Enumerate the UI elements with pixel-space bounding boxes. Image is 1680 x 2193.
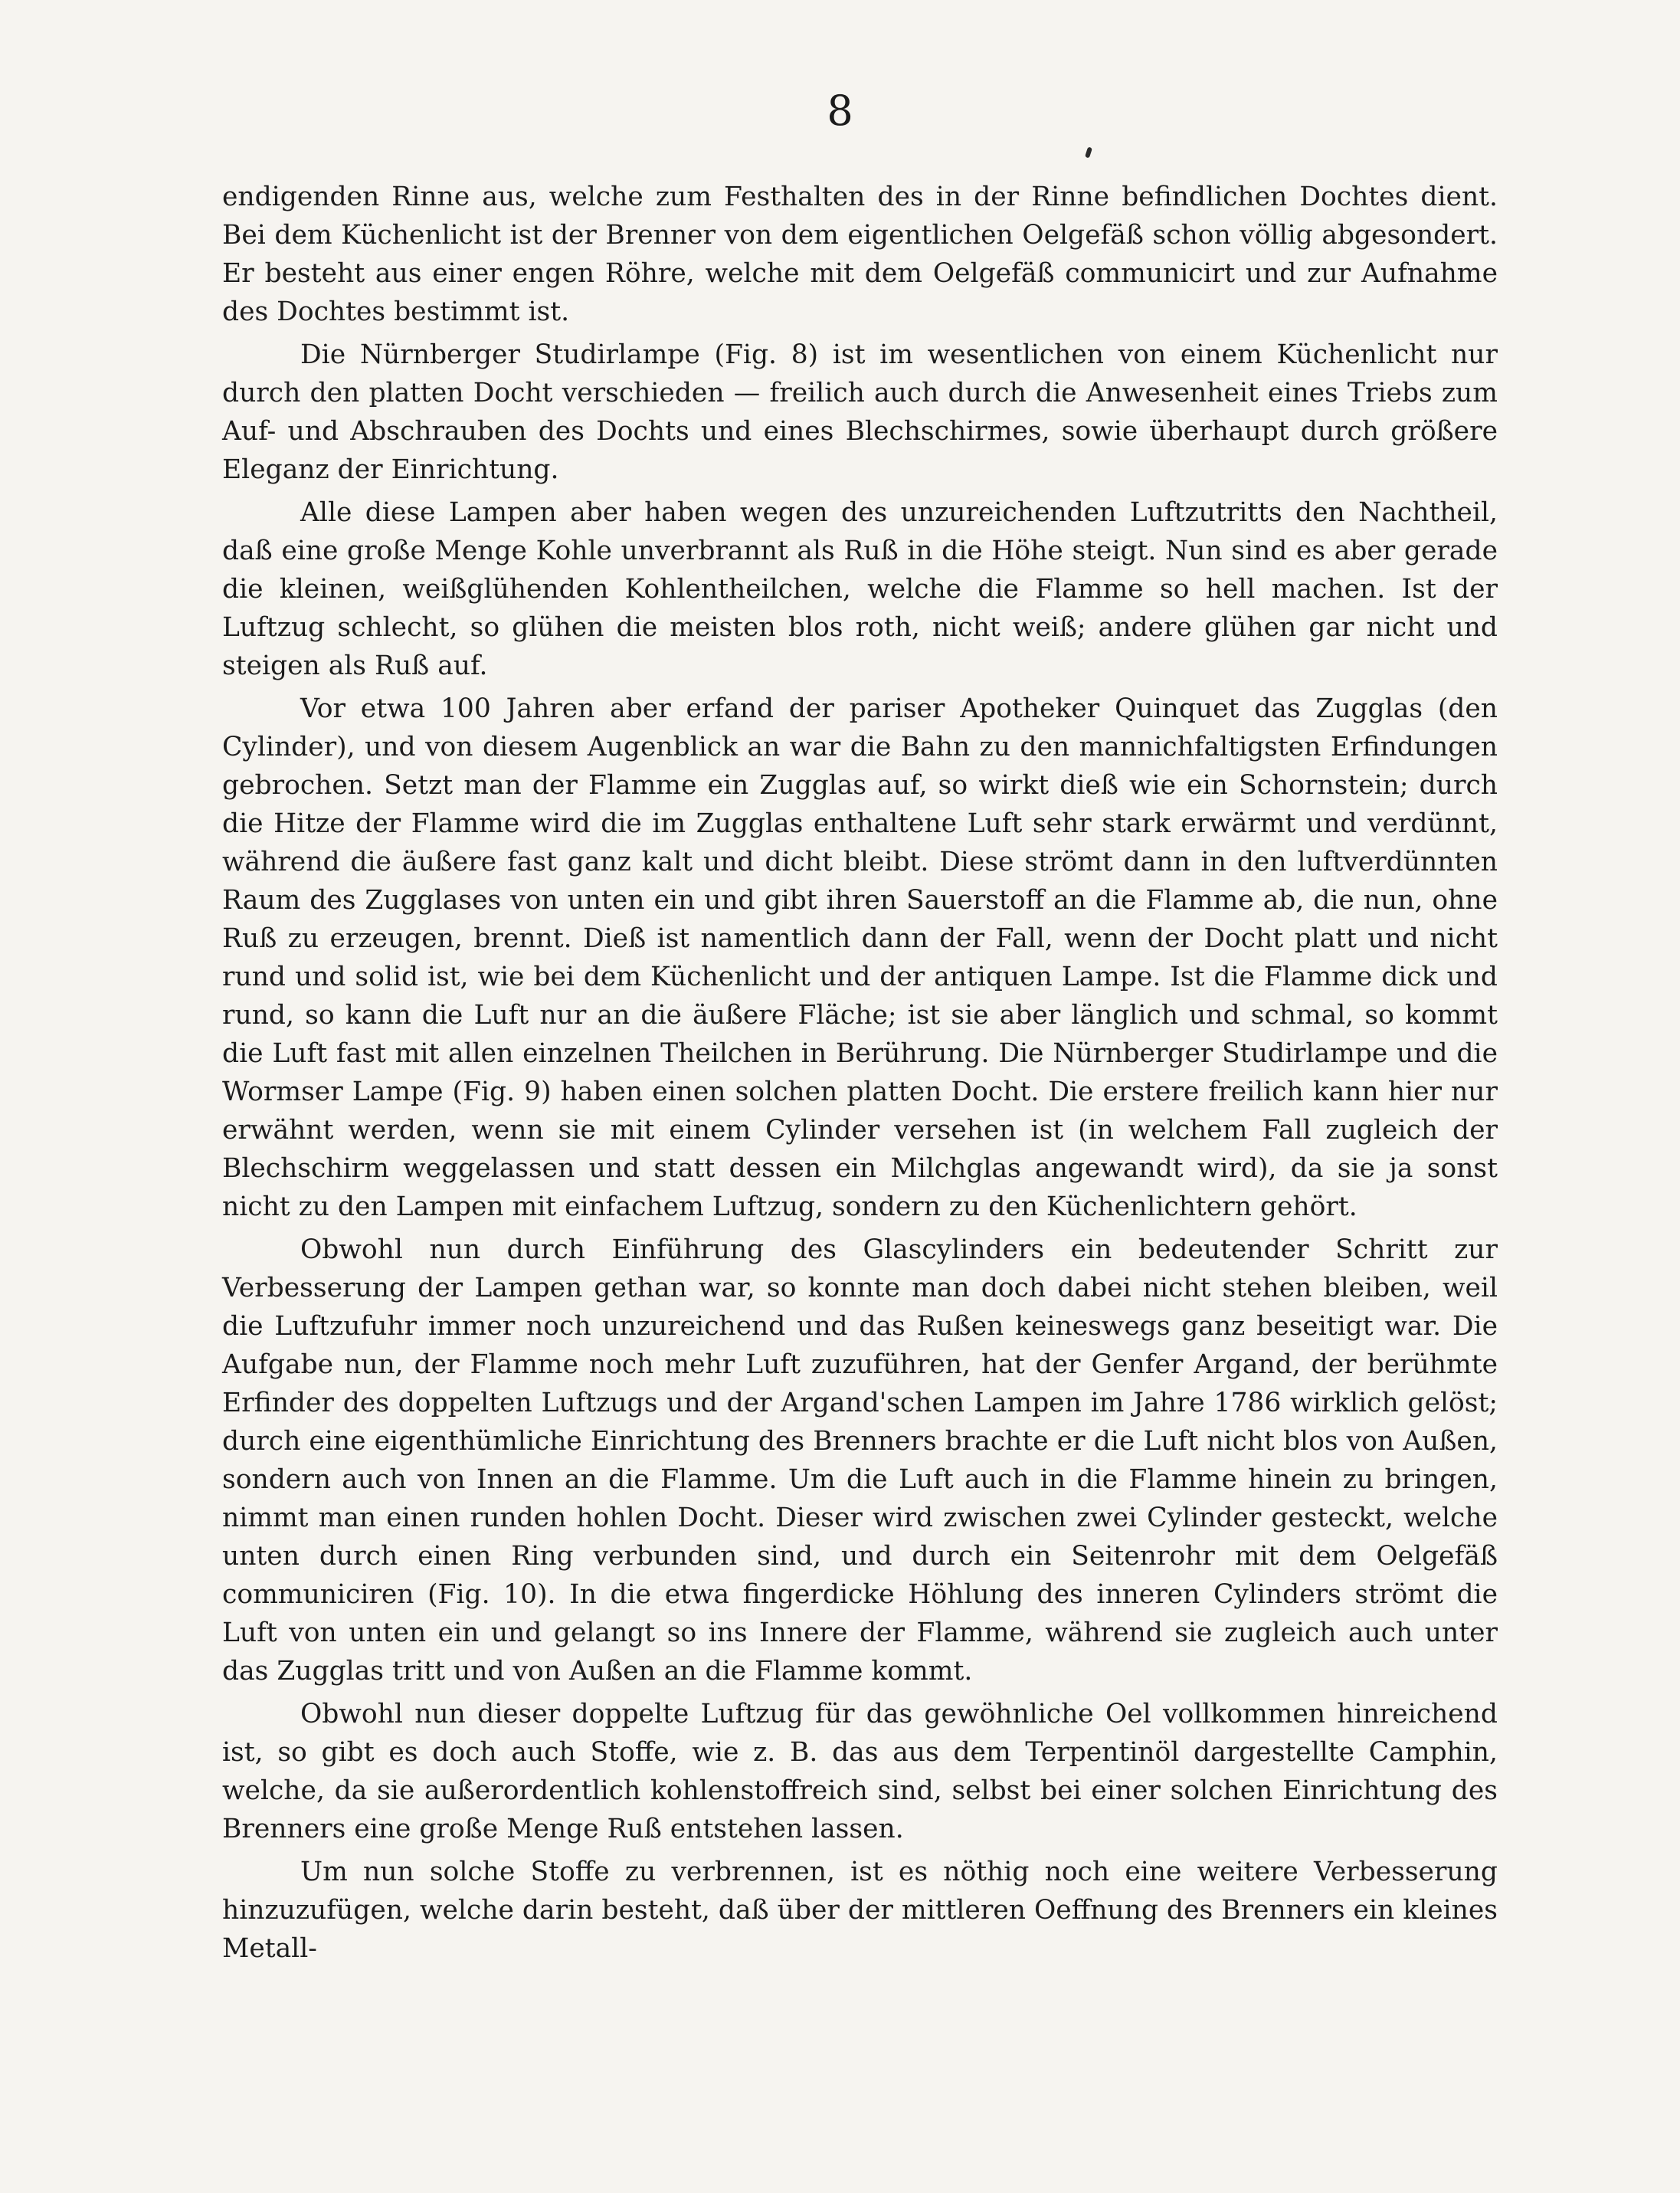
paragraph-zugglas: Vor etwa 100 Jahren aber erfand der pariser Apotheker Quinquet das Zugglas (den Cylinder), und von diesem Augenblick an war die Bahn zu den mannichfaltigsten Erfindungen gebrochen. Setzt man der Flamme ein Zugglas auf, so wirkt dieß wie ein Schornstein; durch die Hitze der Flamme wird die im Zugglas enthaltene Luft sehr stark erwärmt und verdünnt, während die äußere fast ganz kalt und dicht bleibt. Diese strömt dann in den luftverdünnten Raum des Zugglases von unten ein und gibt ihren Sauerstoff an die Flamme ab, die nun, ohne Ruß zu erzeugen, brennt. Dieß ist namentlich dann der Fall, wenn der Docht platt und nicht rund und solid ist, wie bei dem Küchenlicht und der antiquen Lampe. Ist die Flamme dick und rund, so kann die Luft nur an die äußere Fläche; ist sie aber länglich und schmal, so kommt die Luft fast mit allen einzelnen Theilchen in Berührung. Die Nürnberger Studirlampe und die Wormser Lampe (Fig. 9) haben einen solchen platten Docht. Die erstere freilich kann hier nur erwähnt werden, wenn sie mit einem Cylinder versehen ist (in welchem Fall zugleich der Blechschirm weggelassen und statt dessen ein Milchglas angewandt wird), da sie ja sonst nicht zu den Lampen mit einfachem Luftzug, sondern zu den Küchenlichtern gehört. (222, 693, 1498, 1222)
paragraph-continuation: endigenden Rinne aus, welche zum Festhalten des in der Rinne befindlichen Dochtes dient. Bei dem Küchenlicht ist der Brenner von dem eigentlichen Oelgefäß schon völlig abgesondert. Er besteht aus einer engen Röhre, welche mit dem Oelgefäß communicirt und zur Aufnahme des Dochtes bestimmt ist. (222, 182, 1498, 327)
paragraph-camphin: Obwohl nun dieser doppelte Luftzug für das gewöhnliche Oel vollkommen hinreichend ist, so gibt es doch auch Stoffe, wie z. B. das aus dem Terpentinöl dargestellte Camphin, welche, da sie außerordentlich kohlenstoffreich sind, selbst bei einer solchen Einrichtung des Brenners eine große Menge Ruß entstehen lassen. (222, 1699, 1498, 1844)
body-text (222, 178, 1498, 1972)
paragraph-nuernberger-studirlampe: Die Nürnberger Studirlampe (Fig. 8) ist im wesentlichen von einem Küchenlicht nur durch den platten Docht verschieden — freilich auch durch die Anwesenheit eines Triebs zum Auf- und Abschrauben des Dochts und eines Blechschirmes, sowie überhaupt durch größere Eleganz der Einrichtung. (222, 339, 1498, 485)
page-number: 8 (827, 87, 853, 135)
paragraph-verbesserung: Um nun solche Stoffe zu verbrennen, ist es nöthig noch eine weitere Verbesserung hinzuzufügen, welche darin besteht, daß über der mittleren Oeffnung des Brenners ein kleines Metall- (222, 1857, 1498, 1964)
paragraph-luftzutritt: Alle diese Lampen aber haben wegen des unzureichenden Luftzutritts den Nachtheil, daß eine große Menge Kohle unverbrannt als Ruß in die Höhe steigt. Nun sind es aber gerade die kleinen, weißglühenden Kohlentheilchen, welche die Flamme so hell machen. Ist der Luftzug schlecht, so glühen die meisten blos roth, nicht weiß; andere glühen gar nicht und steigen als Ruß auf. (222, 497, 1498, 681)
paragraph-argand: Obwohl nun durch Einführung des Glascylinders ein bedeutender Schritt zur Verbesserung der Lampen gethan war, so konnte man doch dabei nicht stehen bleiben, weil die Luftzufuhr immer noch unzureichend und das Rußen keineswegs ganz beseitigt war. Die Aufgabe nun, der Flamme noch mehr Luft zuzuführen, hat der Genfer Argand, der berühmte Erfinder des doppelten Luftzugs und der Argand'schen Lampen im Jahre 1786 wirklich gelöst; durch eine eigenthümliche Einrichtung des Brenners brachte er die Luft nicht blos von Außen, sondern auch von Innen an die Flamme. Um die Luft auch in die Flamme hinein zu bringen, nimmt man einen runden hohlen Docht. Dieser wird zwischen zwei Cylinder gesteckt, welche unten durch einen Ring verbunden sind, und durch ein Seitenrohr mit dem Oelgefäß communiciren (Fig. 10). In die etwa fingerdicke Höhlung des inneren Cylinders strömt die Luft von unten ein und gelangt so ins Innere der Flamme, während sie zugleich auch unter das Zugglas tritt und von Außen an die Flamme kommt. (222, 1234, 1498, 1687)
ink-mark (1085, 146, 1092, 158)
